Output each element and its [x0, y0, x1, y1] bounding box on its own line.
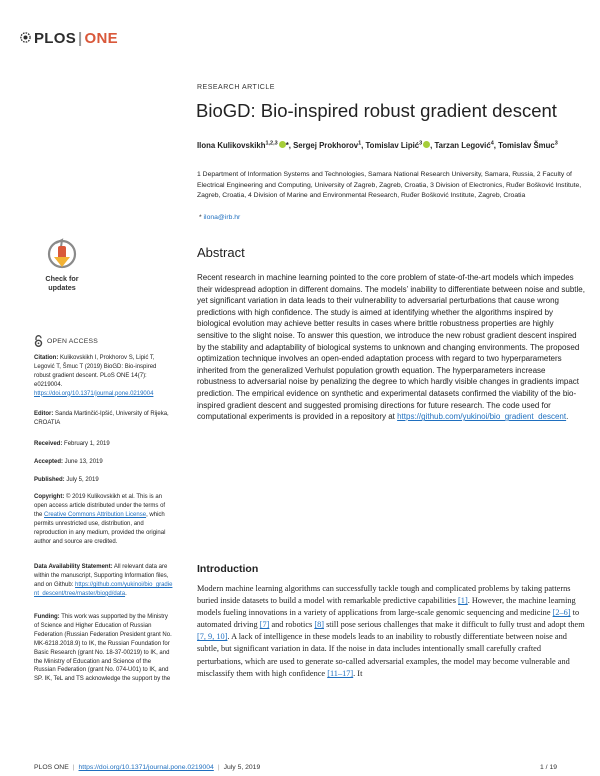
page-footer: [34, 764, 260, 771]
intro-text: . It: [353, 668, 363, 678]
received-text: February 1, 2019: [62, 441, 110, 447]
email-link[interactable]: ilona@irb.hr: [203, 214, 241, 221]
data-availability-label: Data Availability Statement:: [34, 564, 113, 570]
footer-separator-2: |: [217, 764, 220, 771]
citation-block: [34, 354, 174, 399]
author-affiliation-sup: 1: [358, 140, 362, 146]
copyright-block: [34, 493, 174, 546]
intro-text: to automated driving: [197, 608, 580, 630]
logo-separator: |: [78, 30, 83, 47]
editor-label: Editor:: [34, 411, 54, 417]
author-affiliation-sup: 4: [490, 140, 494, 146]
reference-link[interactable]: [7]: [259, 620, 270, 630]
author-separator: ,: [493, 140, 499, 150]
corresponding-star: *: [199, 214, 204, 221]
logo-one: ONE: [84, 30, 118, 47]
abstract-end: .: [566, 412, 569, 422]
intro-text: . A lack of intelligence in these models leads to an inability to robustly differentiate between noise and subtle, but significant variation in data. If the noise in data includes intentionally small carefully crafted perturbations, which are used to generate so-called adversarial examples, the model may become vulnerable and misclassify them with high confidence: [197, 632, 570, 678]
received-block: [34, 440, 174, 449]
author-affiliation-sup: 3: [554, 140, 558, 146]
author[interactable]: [498, 141, 558, 150]
author[interactable]: [435, 141, 499, 150]
editor-text: Sanda Martinčić-Ipšić, University of Rijeka, CROATIA: [34, 411, 169, 426]
funding-text: This work was supported by the Ministry of Science and Higher Education of Russian Federation (Russian Federation President grant No. MK-6218.2018.9) to IK, the Russian Foundation for Basic Research (grant No. 18-37-00219) to IK, and the Ministry of Education and Science of the Russian Federation (grant No. 074-U01) to IK, and SP. IK, TeL and TS acknowledge the support by the: [34, 614, 172, 683]
accepted-text: June 13, 2019: [63, 459, 103, 465]
code-repository-link[interactable]: https://github.com/yukinoi/bio_gradient_descent: [397, 412, 567, 422]
received-label: Received:: [34, 441, 63, 447]
author-affiliation-sup: 3: [419, 140, 423, 146]
author[interactable]: [197, 141, 293, 150]
reference-link[interactable]: [2–6]: [552, 608, 571, 618]
plos-one-logo[interactable]: [34, 30, 118, 47]
published-block: [34, 476, 174, 485]
editor-block: [34, 410, 174, 428]
footer-separator: |: [72, 764, 75, 771]
data-availability-end: .: [125, 590, 127, 597]
citation-label: Citation:: [34, 355, 59, 361]
accepted-block: [34, 458, 174, 467]
article-type: RESEARCH ARTICLE: [197, 84, 275, 91]
citation-text: Kulikovskikh I, Prokhorov S, Lipić T, Legović T, Šmuc T (2019) BioGD: Bio-inspired robust gradient descent. PLoS ONE 14(7): e0219004.: [34, 355, 157, 388]
published-text: July 5, 2019: [64, 477, 99, 483]
abstract-heading: Abstract: [197, 245, 245, 260]
reference-link[interactable]: [7, 9, 10]: [197, 632, 228, 642]
data-availability-block: [34, 563, 174, 599]
license-link[interactable]: Creative Commons Attribution License: [44, 511, 147, 518]
data-github-link[interactable]: https://github.com/yukinoi/bio_gradient_descent/tree/master/biogd/data: [34, 581, 173, 597]
author-name: Tomislav Šmuc: [498, 140, 555, 150]
copyright-end: , which permits unrestricted use, distribution, and reproduction in any medium, provided the original author and source are credited.: [34, 511, 166, 545]
footer-journal: PLOS ONE: [34, 764, 69, 771]
footer-doi-link[interactable]: https://doi.org/10.1371/journal.pone.0219004: [78, 764, 214, 771]
intro-text: . However, the machine learning models fueling innovations in a variety of applications from large-scale genomic sequencing and medicine: [197, 596, 576, 618]
footer-date: July 5, 2019: [223, 764, 261, 771]
reference-link[interactable]: [11–17]: [327, 668, 354, 678]
intro-text: still pose serious challenges that make it difficult to fully trust and adopt them: [324, 620, 585, 630]
author-name: Sergej Prokhorov: [293, 140, 359, 150]
abstract-text: Recent research in machine learning pointed to the core problem of state-of-the-art models which impedes their widespread adoption in different domains. The models’ inability to differentiate between noise and subtle, yet significant variation in data leads to their vulnerability to adversarial perturbations that cause wrong predictions with high confidence. The study is aimed at identifying whether the algorithms inspired by biological evolution may achieve better results in cases where brittle robustness properties are highly sensitive to the slight noise. To answer this question, we introduce the new robust gradient descent inspired by the stability and adaptability of biological systems to unknown and changing environments. The proposed optimization technique involves an open-ended adaptation process with regard to two hyperparameters inherited from the generalized Verhulst population growth equation. The hyperparameters increase robustness to adversarial noise by penalizing the degree to which hardly visible changes in gradients impact prediction. The empirical evidence on synthetic and experimental datasets confirmed the viability of the bio-inspired gradient descent and suggested promising directions for future research. The code used for computational experiments is provided in a repository at: [197, 273, 585, 422]
author[interactable]: [293, 141, 365, 150]
author-name: Tarzan Legović: [434, 140, 491, 150]
author-name: Ilona Kulikovskikh: [197, 140, 266, 150]
funding-label: Funding:: [34, 614, 60, 620]
published-label: Published:: [34, 477, 65, 483]
copyright-text: © 2019 Kulikovskikh et al. This is an open access article distributed under the terms of the: [34, 494, 166, 518]
data-availability-text: All relevant data are within the manuscript, Supporting Information files, and on Github:: [34, 564, 169, 588]
introduction-body: [197, 583, 585, 680]
accepted-label: Accepted:: [34, 459, 64, 465]
open-access-label: OPEN ACCESS: [47, 338, 98, 345]
author[interactable]: [366, 141, 435, 150]
author-name: Tomislav Lipić: [365, 140, 420, 150]
author-affiliation-sup: 1,2,3: [265, 140, 278, 146]
reference-link[interactable]: [8]: [314, 620, 324, 630]
author-separator: ,: [288, 140, 294, 150]
check-for-updates-label[interactable]: Check for updates: [45, 274, 79, 292]
corresponding-email[interactable]: [199, 214, 240, 221]
funding-block: [34, 613, 174, 684]
plos-logo-mark-icon: [19, 31, 32, 44]
introduction-heading: Introduction: [197, 563, 259, 575]
article-title: BioGD: Bio-inspired robust gradient descent: [196, 100, 557, 121]
abstract-body: [197, 272, 585, 423]
page-number: 1 / 19: [540, 764, 558, 771]
open-access-lock-icon: [34, 335, 43, 347]
intro-text: and robotics: [269, 620, 315, 630]
copyright-label: Copyright:: [34, 494, 65, 500]
intro-text: Modern machine learning algorithms can successfully tackle tough and complicated problems by taking patterns buried inside datasets to build a model with remarkable predictive capabilities: [197, 584, 571, 606]
corresponding-author-star: *: [285, 140, 289, 150]
reference-link[interactable]: [1]: [458, 596, 468, 606]
affiliations: 1 Department of Information Systems and Technologies, Samara National Research University, Samara, Russia, 2 Faculty of Electrical Engineering and Computing, University of Zagreb, Zagreb, Croatia, 3 Division of Electronics, Ruđer Bošković Institute, Zagreb, Croatia, 4 Division of Marine and Environmental Research, Ruđer Bošković Institute, Zagreb, Croatia: [197, 171, 582, 200]
orcid-icon[interactable]: [279, 141, 286, 148]
author-separator: ,: [361, 140, 366, 150]
author-list: [197, 138, 577, 151]
author-separator: ,: [430, 140, 435, 150]
logo-plos: PLOS: [34, 30, 77, 47]
citation-doi-link[interactable]: https://doi.org/10.1371/journal.pone.0219004: [34, 390, 154, 397]
